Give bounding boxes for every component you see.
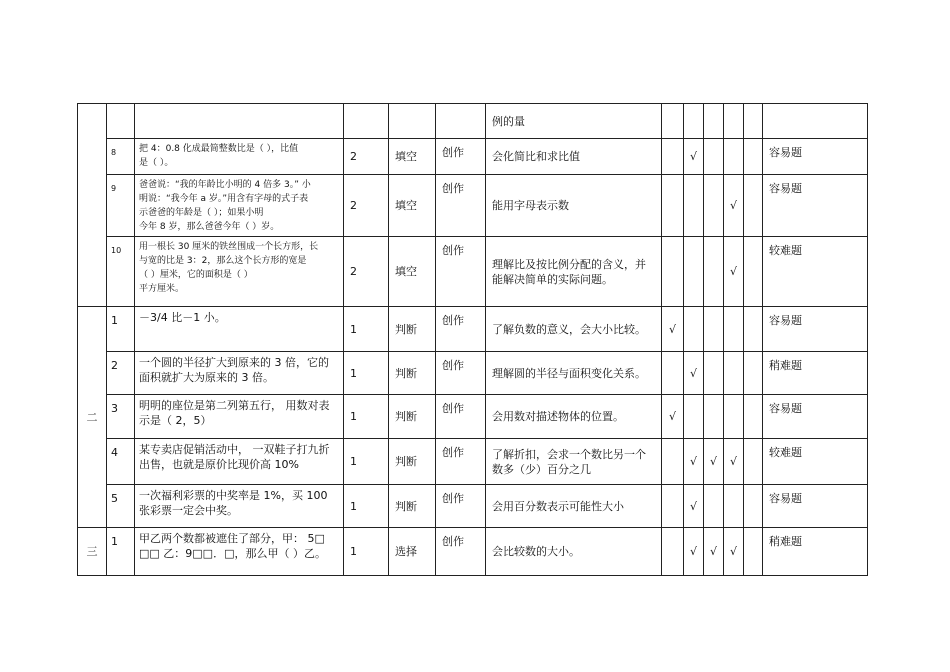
learning-goal: 会化简比和求比值 <box>486 139 662 175</box>
question-type: 判断 <box>389 352 436 395</box>
question-type: 填空 <box>389 237 436 307</box>
table-row <box>78 439 868 485</box>
section-cell: 二 <box>78 307 107 528</box>
difficulty-level <box>763 104 868 139</box>
question-number: 1 <box>107 528 135 576</box>
question-number: 1 <box>107 307 135 352</box>
check-mark <box>744 139 763 175</box>
score-cell: 2 <box>344 237 389 307</box>
question-number: 4 <box>107 439 135 485</box>
table-row <box>78 104 868 139</box>
question-text: 明明的座位是第二列第五行， 用数对表 示是（ 2，5） <box>135 395 344 439</box>
check-mark <box>744 175 763 237</box>
check-mark <box>684 307 704 352</box>
difficulty-level: 容易题 <box>763 395 868 439</box>
question-source: 创作 <box>436 237 486 307</box>
check-mark: √ <box>684 139 704 175</box>
learning-goal: 理解圆的半径与面积变化关系。 <box>486 352 662 395</box>
question-source <box>436 104 486 139</box>
section-cell <box>78 104 107 307</box>
question-source: 创作 <box>436 395 486 439</box>
learning-goal: 会用数对描述物体的位置。 <box>486 395 662 439</box>
question-text: 把 4：0.8 化成最简整数比是（ ），比值 是（ ）。 <box>135 139 344 175</box>
check-mark <box>704 139 724 175</box>
question-number: 3 <box>107 395 135 439</box>
check-mark <box>662 528 684 576</box>
check-mark <box>662 485 684 528</box>
difficulty-level: 容易题 <box>763 485 868 528</box>
difficulty-level: 容易题 <box>763 307 868 352</box>
check-mark: √ <box>662 307 684 352</box>
check-mark: √ <box>684 485 704 528</box>
check-mark <box>744 352 763 395</box>
difficulty-level: 容易题 <box>763 175 868 237</box>
difficulty-level: 较难题 <box>763 439 868 485</box>
check-mark <box>704 104 724 139</box>
score-cell: 1 <box>344 528 389 576</box>
check-mark <box>704 395 724 439</box>
check-mark <box>704 307 724 352</box>
check-mark: √ <box>684 352 704 395</box>
check-mark: √ <box>724 528 744 576</box>
check-mark <box>684 395 704 439</box>
check-mark <box>662 352 684 395</box>
question-source: 创作 <box>436 352 486 395</box>
question-type: 判断 <box>389 439 436 485</box>
check-mark <box>724 485 744 528</box>
score-cell <box>344 104 389 139</box>
learning-goal: 会比较数的大小。 <box>486 528 662 576</box>
difficulty-level: 容易题 <box>763 139 868 175</box>
question-type: 判断 <box>389 307 436 352</box>
check-mark: √ <box>704 439 724 485</box>
question-source: 创作 <box>436 528 486 576</box>
question-text: 某专卖店促销活动中， 一双鞋子打九折 出售，也就是原价比现价高 10% <box>135 439 344 485</box>
table-row <box>78 528 868 576</box>
check-mark <box>662 175 684 237</box>
question-text: －3/4 比－1 小。 <box>135 307 344 352</box>
question-number: 10 <box>107 237 135 307</box>
table-row <box>78 395 868 439</box>
check-mark <box>724 395 744 439</box>
question-source: 创作 <box>436 307 486 352</box>
check-mark <box>662 139 684 175</box>
check-mark: √ <box>684 528 704 576</box>
table-row <box>78 237 868 307</box>
question-type <box>389 104 436 139</box>
check-mark <box>724 104 744 139</box>
score-cell: 1 <box>344 439 389 485</box>
table-row <box>78 307 868 352</box>
question-number: 2 <box>107 352 135 395</box>
check-mark <box>724 139 744 175</box>
check-mark <box>704 352 724 395</box>
question-number: 9 <box>107 175 135 237</box>
question-source: 创作 <box>436 439 486 485</box>
check-mark <box>704 175 724 237</box>
question-text: 一个圆的半径扩大到原来的 3 倍，它的 面积就扩大为原来的 3 倍。 <box>135 352 344 395</box>
score-cell: 1 <box>344 352 389 395</box>
score-cell: 1 <box>344 485 389 528</box>
question-text: 甲乙两个数都被遮住了部分，甲： 5□ □□ 乙：9□□．□，那么甲（ ）乙。 <box>135 528 344 576</box>
question-source: 创作 <box>436 175 486 237</box>
question-number: 5 <box>107 485 135 528</box>
check-mark <box>744 307 763 352</box>
learning-goal: 能用字母表示数 <box>486 175 662 237</box>
difficulty-level: 稍难题 <box>763 528 868 576</box>
check-mark: √ <box>684 439 704 485</box>
check-mark: √ <box>724 175 744 237</box>
question-source: 创作 <box>436 485 486 528</box>
check-mark <box>744 104 763 139</box>
score-cell: 2 <box>344 175 389 237</box>
check-mark: √ <box>662 395 684 439</box>
question-source: 创作 <box>436 139 486 175</box>
score-cell: 1 <box>344 395 389 439</box>
check-mark <box>684 175 704 237</box>
check-mark <box>744 439 763 485</box>
check-mark <box>724 352 744 395</box>
check-mark <box>744 395 763 439</box>
check-mark: √ <box>724 439 744 485</box>
question-text: 一次福利彩票的中奖率是 1%，买 100 张彩票一定会中奖。 <box>135 485 344 528</box>
learning-goal: 会用百分数表示可能性大小 <box>486 485 662 528</box>
check-mark <box>662 237 684 307</box>
learning-goal: 了解折扣，会求一个数比另一个 数多（少）百分之几 <box>486 439 662 485</box>
check-mark: √ <box>704 528 724 576</box>
question-text <box>135 104 344 139</box>
question-type: 填空 <box>389 139 436 175</box>
check-mark <box>662 104 684 139</box>
learning-goal: 了解负数的意义，会大小比较。 <box>486 307 662 352</box>
check-mark <box>662 439 684 485</box>
table-row <box>78 139 868 175</box>
difficulty-level: 较难题 <box>763 237 868 307</box>
difficulty-level: 稍难题 <box>763 352 868 395</box>
table-row <box>78 485 868 528</box>
question-text: 用一根长 30 厘米的铁丝围成一个长方形，长 与宽的比是 3：2，那么这个长方形的宽是 （ ）厘米，它的面积是（ ） 平方厘米。 <box>135 237 344 307</box>
question-type: 判断 <box>389 395 436 439</box>
check-mark <box>684 237 704 307</box>
table-row <box>78 175 868 237</box>
question-number <box>107 104 135 139</box>
check-mark: √ <box>724 237 744 307</box>
section-cell: 三 <box>78 528 107 576</box>
learning-goal: 例的量 <box>486 104 662 139</box>
question-type: 判断 <box>389 485 436 528</box>
check-mark <box>744 528 763 576</box>
score-cell: 1 <box>344 307 389 352</box>
table-row <box>78 352 868 395</box>
check-mark <box>744 485 763 528</box>
check-mark <box>684 104 704 139</box>
question-number: 8 <box>107 139 135 175</box>
learning-goal: 理解比及按比例分配的含义，并 能解决简单的实际问题。 <box>486 237 662 307</box>
check-mark <box>744 237 763 307</box>
check-mark <box>704 485 724 528</box>
score-cell: 2 <box>344 139 389 175</box>
check-mark <box>724 307 744 352</box>
question-text: 爸爸说：“我的年龄比小明的 4 倍多 3。” 小 明说：“我今年 a 岁。”用含有字母的式子表 示爸爸的年龄是（ ）；如果小明 今年 8 岁，那么爸爸今年（ ）岁。 <box>135 175 344 237</box>
check-mark <box>704 237 724 307</box>
question-type: 填空 <box>389 175 436 237</box>
question-analysis-table <box>77 103 868 576</box>
question-type: 选择 <box>389 528 436 576</box>
